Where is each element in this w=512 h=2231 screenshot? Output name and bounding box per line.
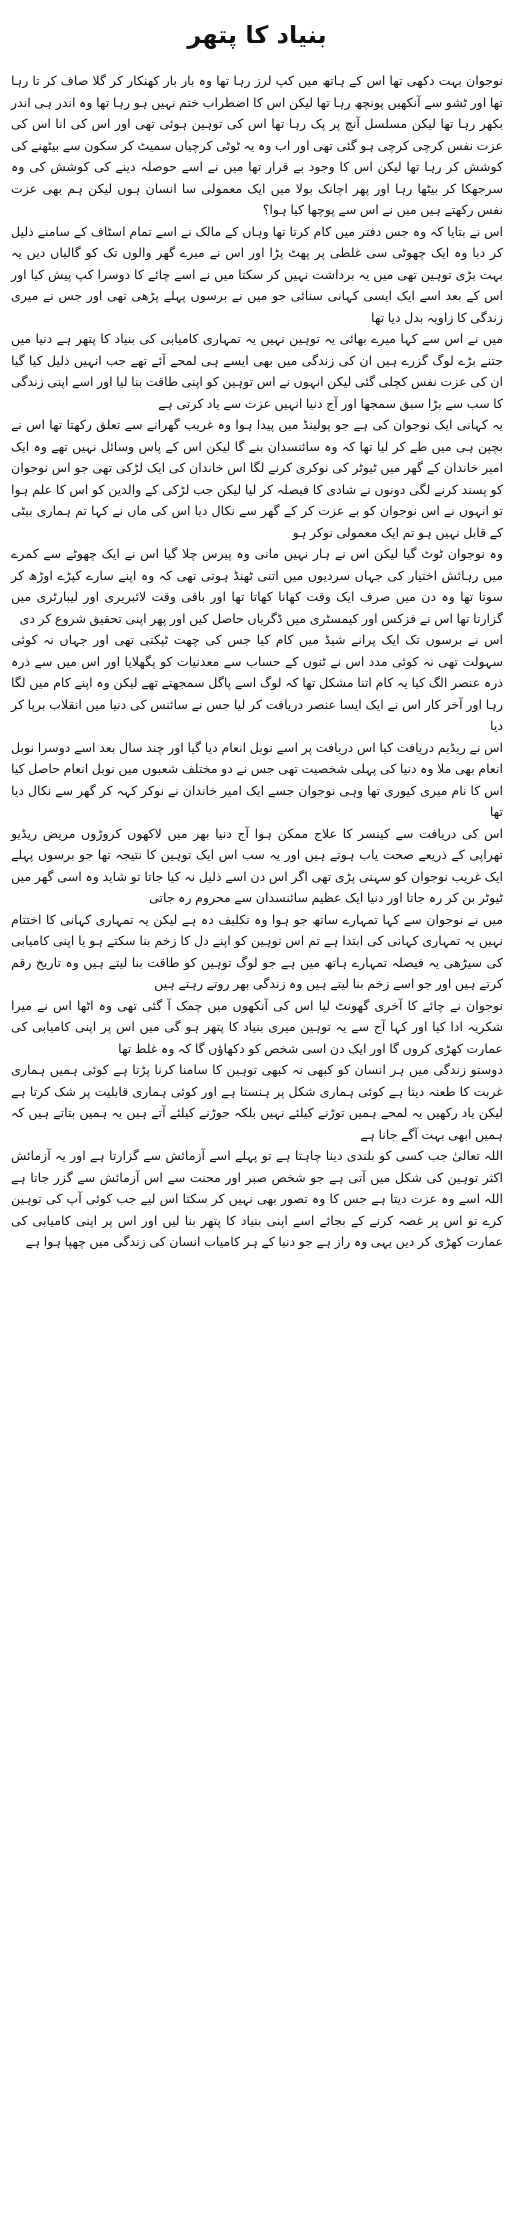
- paragraph: دوستو زندگی میں ہر انسان کو کبھی نہ کبھی توہین کا سامنا کرنا پڑتا ہے کوئی ہمیں ہماری غربت کا طعنہ دیتا ہے کوئی ہماری شکل پر ہنستا ہے اور کوئی ہماری قابلیت پر شک کرتا ہے لیکن یاد رکھیں یہ لمحے ہمیں توڑنے کیلئے نہیں بلکہ جوڑنے کیلئے آتے ہیں یہ ہمیں بتاتے ہیں کہ ہمیں ابھی بہت آگے جانا ہے: [11, 1062, 503, 1142]
- paragraph: اس نے برسوں تک ایک پرانے شیڈ میں کام کیا جس کی چھت ٹپکتی تھی اور جہاں نہ کوئی سہولت تھی نہ کوئی مدد اس نے ٹنوں کے حساب سے معدنیات کو پگھلایا اور اس میں سے ذرہ ذرہ عنصر الگ کیا یہ کام اتنا مشکل تھا کہ لوگ اسے پاگل سمجھتے تھے لیکن وہ اپنے کام میں لگا رہا اور آخر کار اس نے ایک ایسا عنصر دریافت کر لیا جس نے سائنس کی دنیا میں انقلاب برپا کر دیا: [11, 632, 503, 733]
- paragraph: نوجوان نے چائے کا آخری گھونٹ لیا اس کی آنکھوں میں چمک آ گئی تھی وہ اٹھا اس نے میرا شکریہ ادا کیا اور کہا آج سے یہ توہین میری بنیاد کا پتھر ہو گی میں اس پر اپنی کامیابی کی عمارت کھڑی کروں گا اور ایک دن اسی شخص کو دکھاؤں گا کہ وہ غلط تھا: [11, 997, 503, 1056]
- column-title: بنیاد کا پتھر: [187, 21, 327, 49]
- paragraph: اس نے ریڈیم دریافت کیا اس دریافت پر اسے نوبل انعام دیا گیا اور چند سال بعد اسے دوسرا نوبل انعام بھی ملا وہ دنیا کی پہلی شخصیت تھی جس نے دو مختلف شعبوں میں نوبل انعام حاصل کیا اس کا نام میری کیوری تھا وہی نوجوان جسے ایک امیر خاندان نے نوکر کہہ کر گھر سے نکال دیا تھا: [11, 739, 503, 819]
- paragraph: وہ نوجوان ٹوٹ گیا لیکن اس نے ہار نہیں مانی وہ پیرس چلا گیا اس نے ایک چھوٹے سے کمرے میں رہائش اختیار کی جہاں سردیوں میں اتنی ٹھنڈ ہوتی تھی کہ وہ اپنے سارے کپڑے اوڑھ کر سوتا تھا وہ دن میں صرف ایک وقت کھانا کھاتا تھا اور باقی وقت لائبریری اور لیبارٹری میں گزارتا تھا اس نے فزکس اور کیمسٹری میں ڈگریاں حاصل کیں اور پھر اپنی تحقیق شروع کر دی: [11, 546, 503, 626]
- paragraph: نوجوان بہت دکھی تھا اس کے ہاتھ میں کپ لرز رہا تھا وہ بار بار کھنکار کر گلا صاف کر تا رہا تھا اور ٹشو سے آنکھیں پونچھ رہا تھا لیکن اس کا اضطراب ختم نہیں ہو رہا تھا وہ اندر ہی اندر بکھر رہا تھا لیکن مسلسل آنچ پر پک رہا تھا اس کی توہین ہوئی تھی اور اس کی انا اس کی عزت نفس کرچی کرچی ہو گئی تھی اور اب وہ یہ ٹوٹی کرچیاں سمیٹ کر سکون سے بیٹھنے کی کوشش کر رہا تھا لیکن اس کا وجود بے قرار تھا میں نے اسے حوصلہ دینے کی کوشش کی وہ سرجھکا کر بیٹھا رہا اور پھر اچانک بولا میں ایک معمولی سا انسان ہوں لیکن ہم بھی عزت نفس رکھتے ہیں میں نے اس سے پوچھا کیا ہوا؟: [11, 73, 503, 217]
- paragraph: یہ کہانی ایک نوجوان کی ہے جو پولینڈ میں پیدا ہوا وہ غریب گھرانے سے تعلق رکھتا تھا اس نے بچپن ہی میں طے کر لیا تھا کہ وہ سائنسدان بنے گا لیکن اس کے پاس وسائل نہیں تھے وہ ایک امیر خاندان کے گھر میں ٹیوٹر کی نوکری کرنے لگا اس خاندان کی ایک لڑکی تھی جو اس نوجوان کو پسند کرنے لگی دونوں نے شادی کا فیصلہ کر لیا لیکن جب لڑکی کے والدین کو اس کا علم ہوا تو انہوں نے اس نوجوان کو بے عزت کر کے گھر سے نکال دیا اس کی ماں نے کہا تم ہماری بیٹی کے قابل نہیں ہو تم ایک معمولی نوکر ہو: [11, 417, 503, 540]
- column-body: [11, 70, 503, 1253]
- paragraph: اس نے بتایا کہ وہ جس دفتر میں کام کرتا تھا وہاں کے مالک نے اسے تمام اسٹاف کے سامنے ذلیل کر دیا وہ ایک چھوٹی سی غلطی پر پھٹ پڑا اور اس نے میرے گھر والوں تک کو گالیاں دیں یہ بہت بڑی توہین تھی میں یہ برداشت نہیں کر سکتا میں نے اسے چائے کا دوسرا کپ پیش کیا اور اس کے بعد اسے ایک ایسی کہانی سنائی جو میں نے برسوں پہلے پڑھی تھی اور جس نے میری زندگی کا زاویہ بدل دیا تھا: [11, 223, 503, 325]
- paragraph: میں نے اس سے کہا میرے بھائی یہ توہین نہیں یہ تمہاری کامیابی کی بنیاد کا پتھر ہے دنیا میں جتنے بڑے لوگ گزرے ہیں ان کی زندگی میں بھی ایسے ہی لمحے آئے تھے جب انہیں ذلیل کیا گیا ان کی عزت نفس کچلی گئی لیکن انہوں نے اس توہین کو اپنی طاقت بنا لیا اور اسے اپنی زندگی کا سب سے بڑا سبق سمجھا اور آج دنیا انہیں عزت سے یاد کرتی ہے: [11, 331, 503, 411]
- paragraph: اللہ تعالیٰ جب کسی کو بلندی دینا چاہتا ہے تو پہلے اسے آزمائش سے گزارتا ہے اور یہ آزمائش اکثر توہین کی شکل میں آتی ہے جو شخص صبر اور محنت سے اس آزمائش سے گزر جاتا ہے اللہ اسے وہ عزت دیتا ہے جس کا وہ تصور بھی نہیں کر سکتا اس لیے جب کوئی آپ کی توہین کرے تو اس پر غصہ کرنے کے بجائے اسے اپنی بنیاد کا پتھر بنا لیں اور اس پر اپنی کامیابی کی عمارت کھڑی کر دیں یہی وہ راز ہے جو دنیا کے ہر کامیاب انسان کی زندگی میں چھپا ہوا ہے: [11, 1148, 503, 1249]
- paragraph: اس کی دریافت سے کینسر کا علاج ممکن ہوا آج دنیا بھر میں لاکھوں کروڑوں مریض ریڈیو تھراپی کے ذریعے صحت یاب ہوتے ہیں اور یہ سب اس ایک توہین کا نتیجہ تھا جو برسوں پہلے ایک غریب نوجوان کو سہنی پڑی تھی اگر اس دن اسے ذلیل نہ کیا جاتا تو شاید وہ اسی گھر میں ٹیوٹر بن کر رہ جاتا اور دنیا ایک عظیم سائنسدان سے محروم رہ جاتی: [11, 825, 503, 905]
- paragraph: میں نے نوجوان سے کہا تمہارے ساتھ جو ہوا وہ تکلیف دہ ہے لیکن یہ تمہاری کہانی کا اختتام نہیں یہ تمہاری کہانی کی ابتدا ہے تم اس توہین کو اپنے دل کا زخم بنا سکتے ہو یا اپنی کامیابی کی سیڑھی یہ فیصلہ تمہارے ہاتھ میں ہے جو لوگ توہین کو طاقت بنا لیتے ہیں وہ تاریخ رقم کرتے ہیں اور جو اسے زخم بنا لیتے ہیں وہ زندگی بھر روتے رہتے ہیں: [11, 911, 503, 991]
